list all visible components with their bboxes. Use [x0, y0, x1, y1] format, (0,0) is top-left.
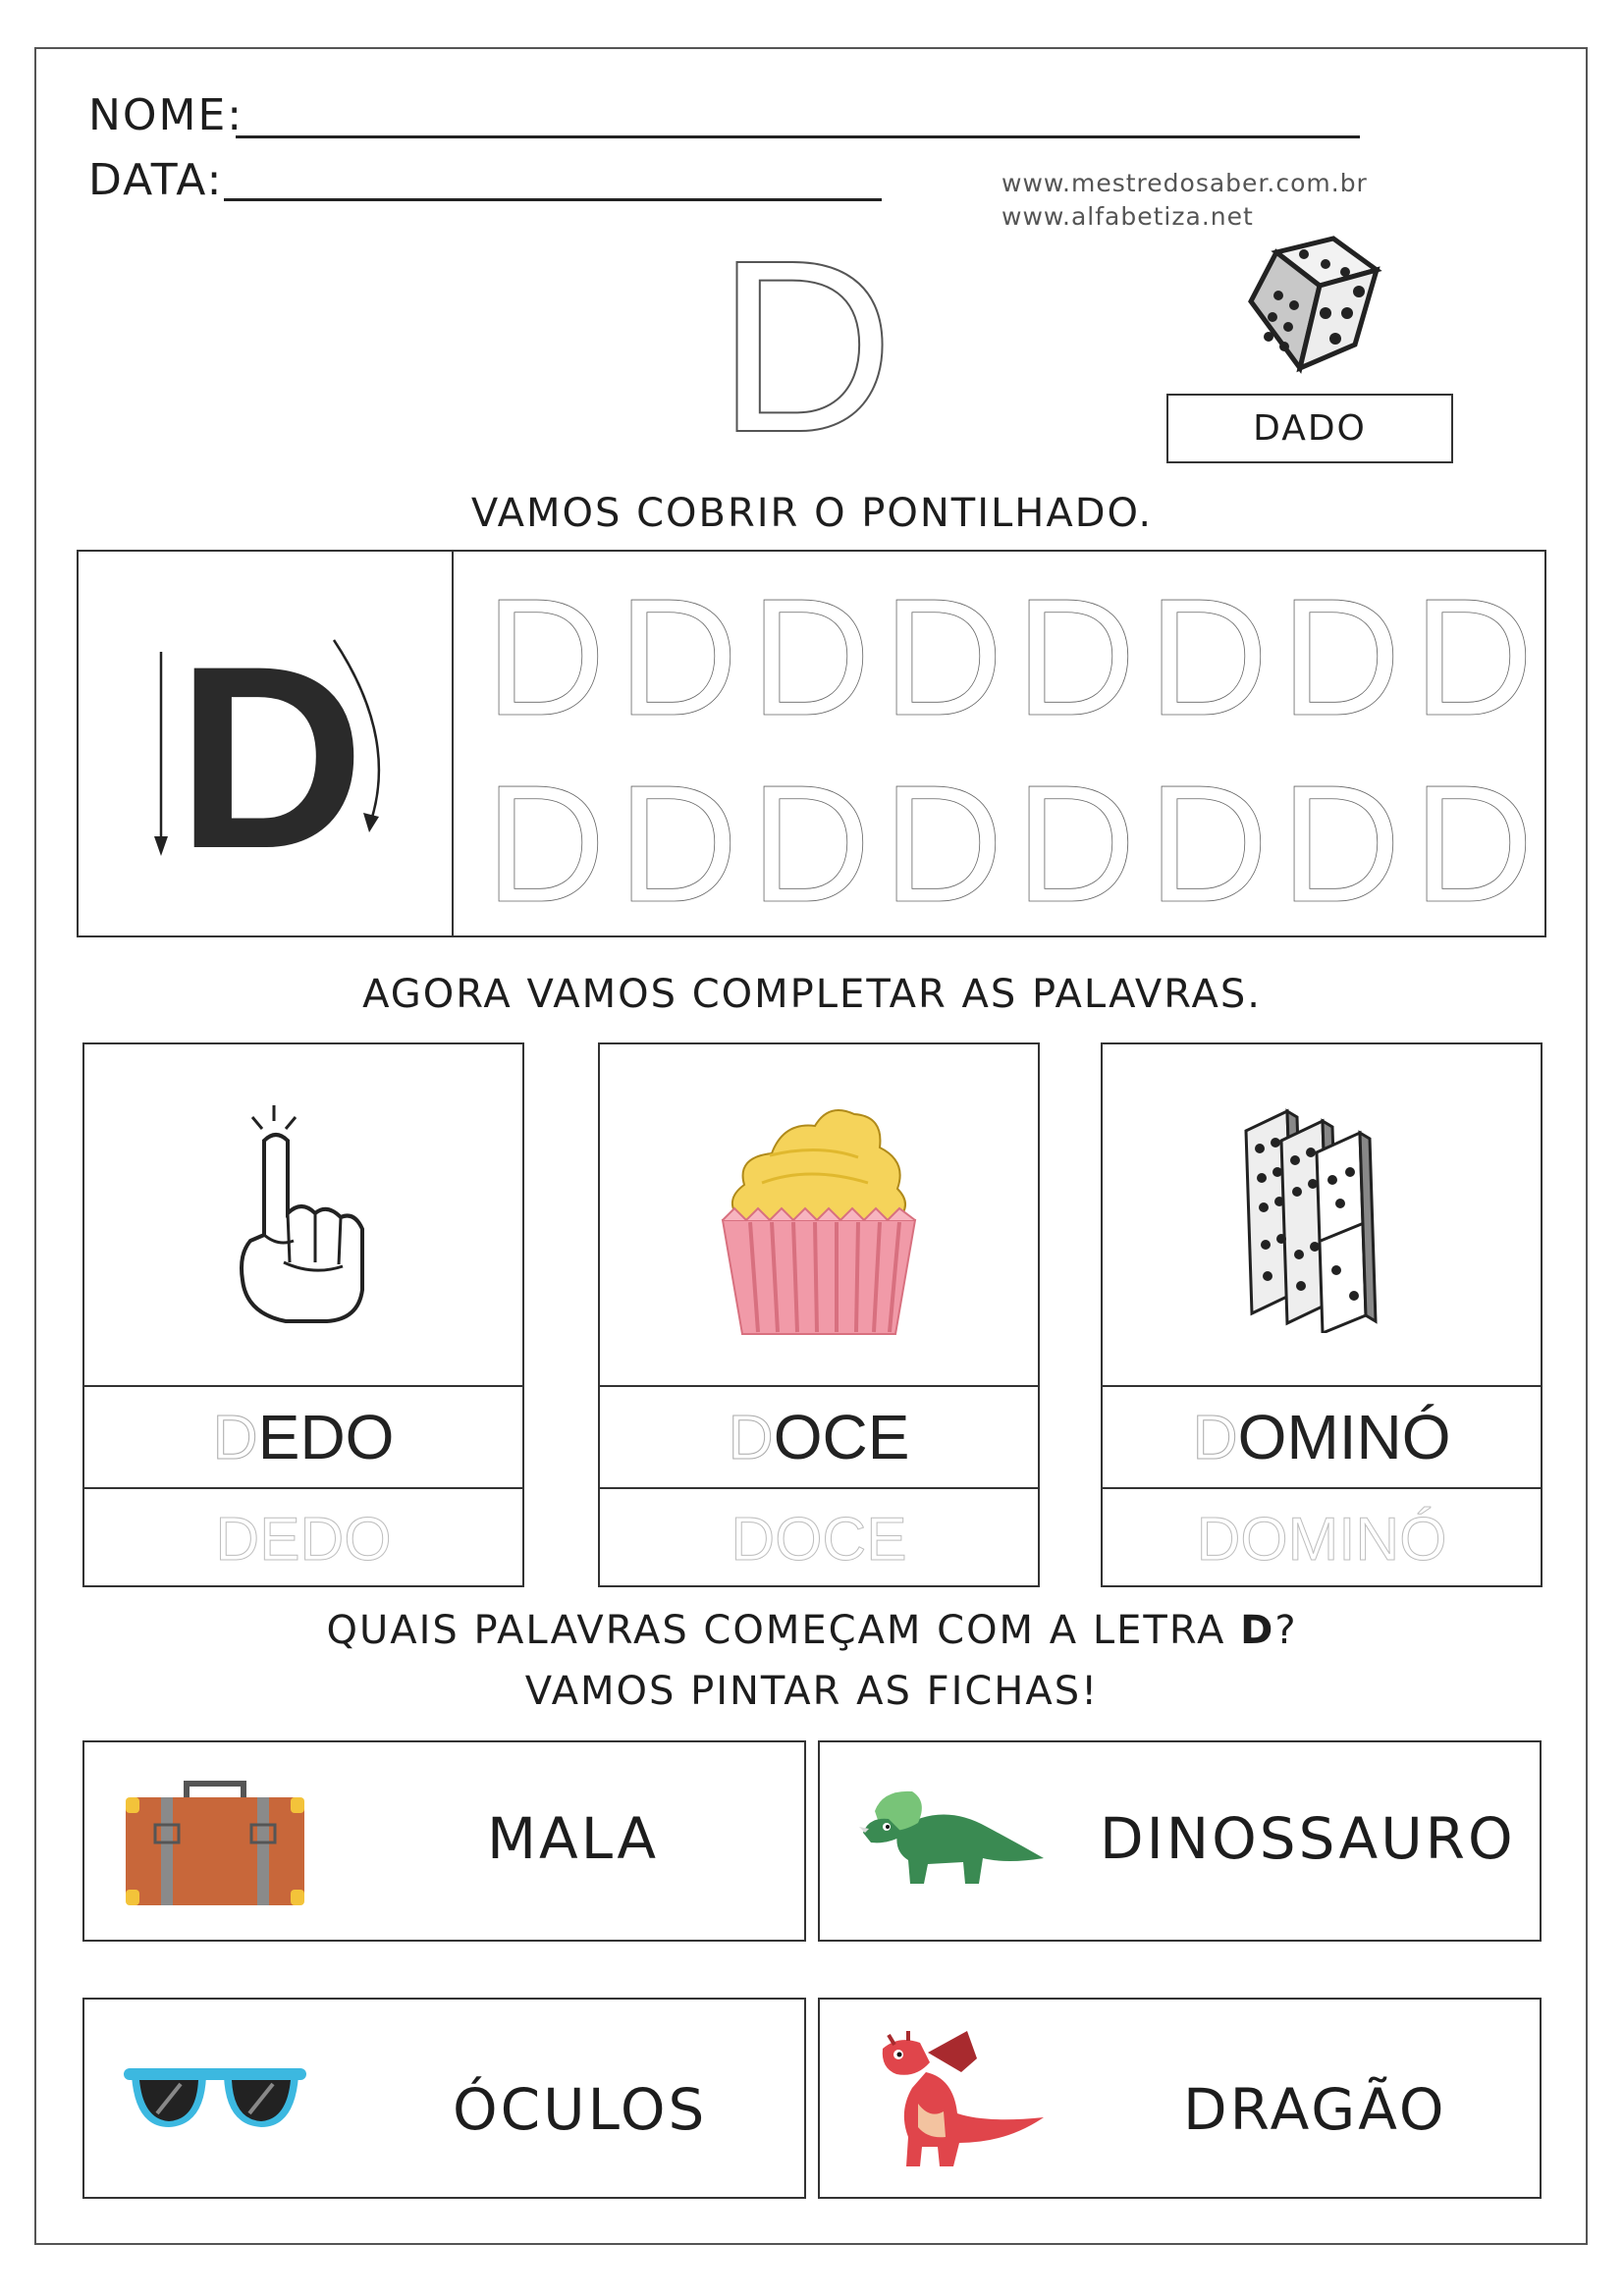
dotted-row-1 [479, 564, 1540, 751]
dotted-letter[interactable]: D [1015, 751, 1136, 937]
hero-outline-letter: D [717, 209, 894, 483]
model-letter: D [177, 613, 365, 903]
dotted-letters-grid [479, 564, 1540, 937]
dotted-letter[interactable]: D [1148, 751, 1269, 937]
complete-words-instruction: AGORA VAMOS COMPLETAR AS PALAVRAS. [362, 972, 1262, 1017]
dotted-letter[interactable]: D [1280, 564, 1401, 751]
stroke-direction-arrows [147, 628, 403, 874]
tracing-instruction: VAMOS COBRIR O PONTILHADO. [470, 491, 1154, 536]
word-rest: OMINÓ [1237, 1402, 1451, 1472]
traceable-word[interactable]: DEDO [215, 1505, 392, 1574]
dice-icon [1239, 231, 1386, 382]
word-card-trace[interactable] [600, 1489, 1038, 1589]
paint-instruction-text: QUAIS PALAVRAS COMEÇAM COM A LETRA [326, 1608, 1241, 1653]
dotted-row-2 [479, 751, 1540, 937]
word-card-fill[interactable] [84, 1387, 522, 1489]
word-card-image [84, 1044, 522, 1387]
dinosaur-icon [859, 1782, 1046, 1894]
traceable-word[interactable]: DOCE [731, 1505, 907, 1574]
url-list [1001, 167, 1368, 234]
word-card-doce [598, 1042, 1040, 1587]
word-card-domino [1101, 1042, 1543, 1587]
missing-letter[interactable]: D [728, 1402, 774, 1472]
dotted-letter[interactable]: D [485, 564, 606, 751]
card-word: DRAGÃO [1183, 2076, 1447, 2143]
paint-card-mala[interactable] [82, 1740, 806, 1942]
dragon-icon [859, 2029, 1046, 2180]
dotted-letter[interactable]: D [618, 564, 738, 751]
paint-card-dragao[interactable] [818, 1998, 1542, 2199]
example-word: DADO [1253, 408, 1367, 449]
word-card-trace[interactable] [1103, 1489, 1541, 1589]
paint-card-dinossauro[interactable] [818, 1740, 1542, 1942]
cupcake-icon [711, 1093, 927, 1338]
domino-icon [1238, 1097, 1405, 1333]
paint-instruction-line2: VAMOS PINTAR AS FICHAS! [524, 1669, 1100, 1714]
suitcase-icon [124, 1778, 306, 1911]
word-card-fill[interactable] [1103, 1387, 1541, 1489]
dotted-letter[interactable]: D [1148, 564, 1269, 751]
sunglasses-icon [124, 2066, 306, 2139]
paint-instruction-mark: ? [1274, 1608, 1298, 1653]
dotted-letter[interactable]: D [1280, 751, 1401, 937]
dotted-letter[interactable]: D [883, 751, 1003, 937]
name-label: NOME: [88, 90, 244, 140]
dotted-letter[interactable]: D [1413, 564, 1534, 751]
paint-card-oculos[interactable] [82, 1998, 806, 2199]
date-label: DATA: [88, 155, 224, 205]
dotted-letter[interactable]: D [1015, 564, 1136, 751]
dotted-letter[interactable]: D [485, 751, 606, 937]
dotted-letter[interactable]: D [750, 564, 871, 751]
word-rest: OCE [773, 1402, 910, 1472]
paint-instruction [0, 1608, 1624, 1653]
word-card-fill[interactable] [600, 1387, 1038, 1489]
finger-hand-icon [225, 1097, 382, 1333]
word-rest: EDO [257, 1402, 395, 1472]
card-word: ÓCULOS [453, 2076, 708, 2143]
word-card-trace[interactable] [84, 1489, 522, 1589]
example-word-box [1166, 394, 1453, 463]
traceable-word[interactable]: DOMINÓ [1196, 1505, 1447, 1574]
word-card-image [600, 1044, 1038, 1387]
missing-letter[interactable]: D [212, 1402, 258, 1472]
dotted-letter[interactable]: D [1413, 751, 1534, 937]
dotted-letter[interactable]: D [883, 564, 1003, 751]
url-1: www.mestredosaber.com.br [1001, 169, 1368, 197]
word-card-image [1103, 1044, 1541, 1387]
missing-letter[interactable]: D [1192, 1402, 1238, 1472]
paint-instruction-letter: D [1240, 1608, 1275, 1653]
dotted-letter[interactable]: D [618, 751, 738, 937]
word-card-dedo [82, 1042, 524, 1587]
card-word: DINOSSAURO [1100, 1805, 1516, 1872]
url-2: www.alfabetiza.net [1001, 202, 1254, 231]
dotted-letter[interactable]: D [750, 751, 871, 937]
date-line[interactable] [224, 198, 882, 201]
name-line[interactable] [236, 135, 1360, 138]
tracing-divider [452, 550, 454, 937]
card-word: MALA [487, 1805, 660, 1872]
